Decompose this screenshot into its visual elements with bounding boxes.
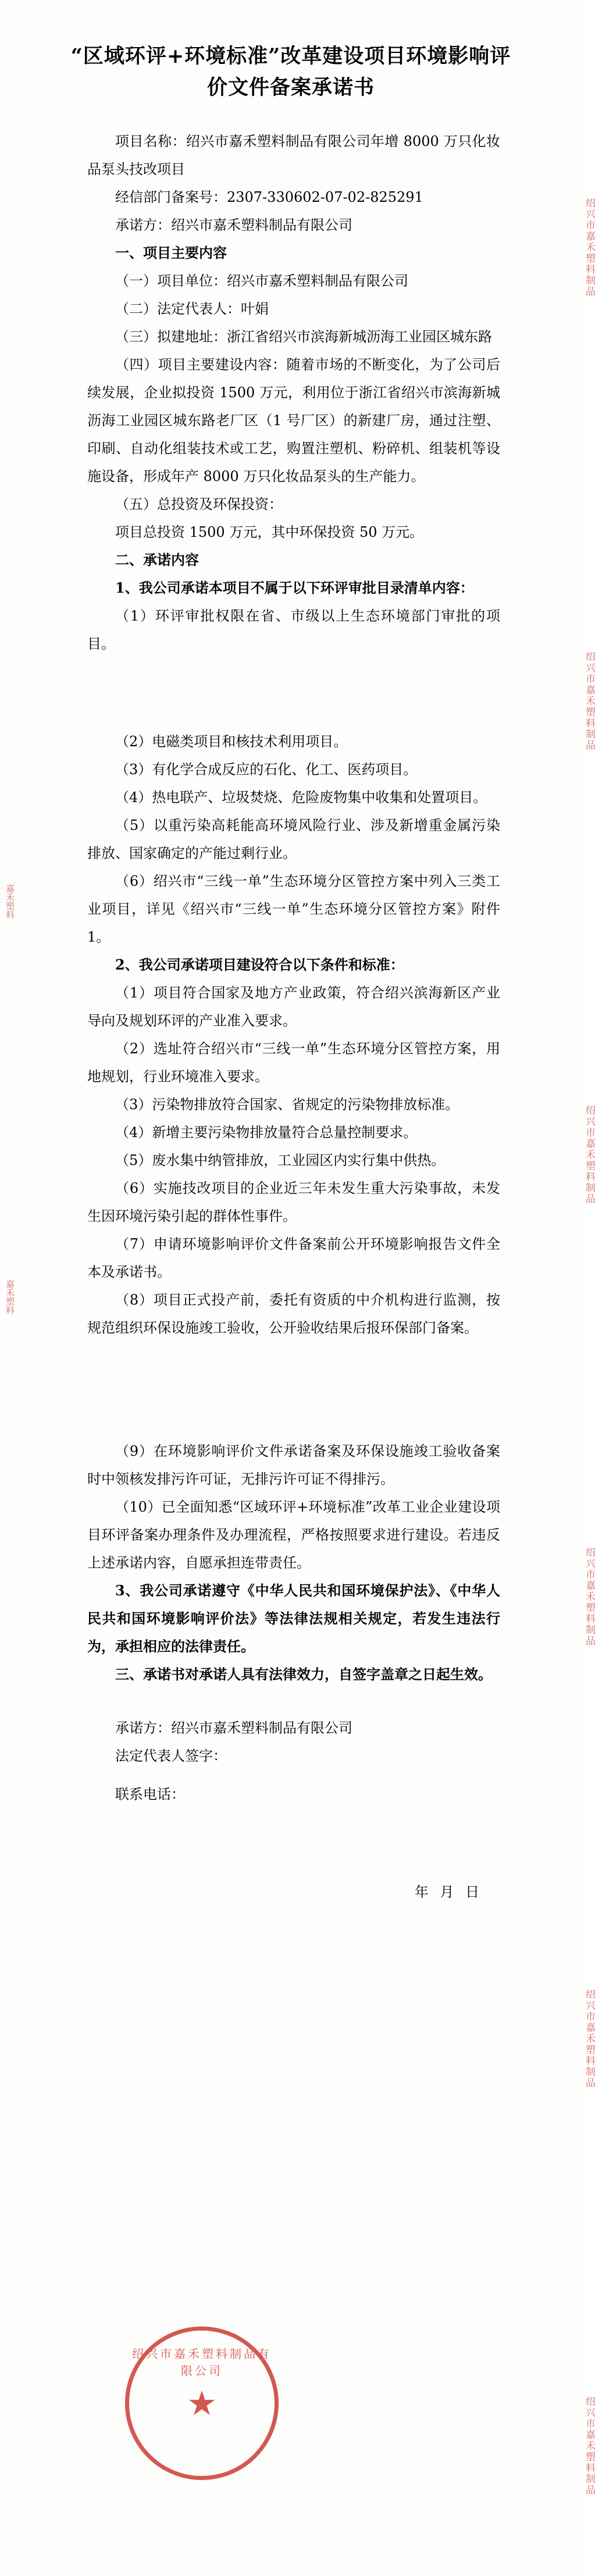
- edge-stamp-3: 绍兴市嘉禾塑料制品: [583, 1105, 595, 1205]
- signature-contact: 联系电话：: [115, 1786, 185, 1802]
- document-body: [47, 127, 535, 1906]
- field-record-number: 经信部门备案号：2307-330602-07-02-825291: [115, 188, 423, 205]
- section-2-sub-2-item-4: （4）新增主要污染物排放量符合总量控制要求。: [115, 1124, 418, 1141]
- section-2-sub-1-item-5: （5）以重污染高耗能高环境风险行业、涉及新增重金属污染排放、国家确定的产能过剩行业。: [87, 817, 500, 861]
- section-2-sub-2-item-2: （2）选址符合绍兴市“三线一单”生态环境分区管控方案，用地规划，行业环境准入要求。: [87, 1040, 500, 1085]
- left-stamp-1: 嘉禾塑料: [5, 884, 15, 919]
- signature-legal-rep: 法定代表人签字：: [115, 1747, 227, 1764]
- contact-gap: [87, 1770, 500, 1780]
- field-project-name: 项目名称：绍兴市嘉禾塑料制品有限公司年增 8000 万只化妆品泵头技改项目: [87, 133, 500, 177]
- left-stamp-2: 嘉禾塑料: [5, 1280, 15, 1314]
- section-1-item-3: （三）拟建地址：浙江省绍兴市滨海新城沥海工业园区城东路: [115, 328, 492, 345]
- section-1-item-1: （一）项目单位：绍兴市嘉禾塑料制品有限公司: [115, 272, 408, 289]
- section-1-item-6: 项目总投资 1500 万元，其中环保投资 50 万元。: [115, 523, 424, 540]
- page-gap-2: [87, 1342, 500, 1412]
- edge-stamp-5: 绍兴市嘉禾塑料制品: [583, 1989, 595, 2089]
- section-3: 三、承诺书对承诺人具有法律效力，自签字盖章之日起生效。: [115, 1665, 492, 1683]
- edge-stamp-1: 绍兴市嘉禾塑料制品: [583, 198, 595, 297]
- section-2-sub-2-item-8: （8）项目正式投产前，委托有资质的中介机构进行监测，按规范组织环保设施竣工验收，公开验收结果后报环保部门备案。: [87, 1291, 500, 1336]
- page-gap-1: [87, 658, 500, 728]
- signature-gap: [87, 1688, 500, 1714]
- section-2-sub-2-item-1: （1）项目符合国家及地方产业政策，符合绍兴滨海新区产业导向及规划环评的产业准入要求。: [87, 984, 500, 1029]
- edge-stamp-6: 绍兴市嘉禾塑料制品: [583, 2396, 595, 2496]
- section-2-sub-2-heading: 2、我公司承诺项目建设符合以下条件和标准：: [115, 956, 404, 973]
- section-2-sub-3: 3、我公司承诺遵守《中华人民共和国环境保护法》、《中华人民共和国环境影响评价法》等法律法规相关规定，若发生违法行为，承担相应的法律责任。: [87, 1581, 500, 1655]
- section-1-item-4: （四）项目主要建设内容：随着市场的不断变化，为了公司后续发展，企业拟投资 1500 万元，利用位于浙江省绍兴市滨海新城沥海工业园区城东路老厂区（1 号厂区）的新建厂房，通过注塑、印刷、自动化组装技术或工艺，购置注塑机、粉碎机、组装机等设施设备，形成年产 8000 万只化妆品泵头的生产能力。: [87, 356, 500, 484]
- section-2-sub-1-item-2: （2）电磁类项目和核技术利用项目。: [115, 733, 348, 750]
- signature-date: 年 月 日: [414, 1883, 483, 1900]
- section-2-sub-2-item-9: （9）在环境影响评价文件承诺备案及环保设施竣工验收备案时中领核发排污许可证，无排污许可证不得排污。: [87, 1442, 500, 1487]
- section-2-sub-1-heading: 1、我公司承诺本项目不属于以下环评审批目录清单内容：: [115, 579, 474, 596]
- section-2-sub-2-item-6: （6）实施技改项目的企业近三年未发生重大污染事故，未发生因环境污染引起的群体性事件。: [87, 1180, 500, 1224]
- seal-top-text: 绍兴市嘉禾塑料制品有限公司: [132, 2347, 272, 2378]
- signature-promisor: 承诺方：绍兴市嘉禾塑料制品有限公司: [115, 1719, 352, 1736]
- section-1-item-2: （二）法定代表人：叶娟: [115, 300, 269, 317]
- section-2-sub-1-item-4: （4）热电联产、垃圾焚烧、危险废物集中收集和处置项目。: [115, 789, 487, 806]
- section-1-item-5: （五）总投资及环保投资：: [115, 496, 283, 512]
- section-1-heading: 一、项目主要内容: [115, 244, 227, 261]
- page-title: “区域环评+环境标准”改革建设项目环境影响评价文件备案承诺书: [70, 44, 511, 100]
- section-2-sub-2-item-7: （7）申请环境影响评价文件备案前公开环境影响报告文件全本及承诺书。: [87, 1235, 500, 1280]
- edge-stamp-4: 绍兴市嘉禾塑料制品: [583, 1547, 595, 1647]
- page-gap-2b: [87, 1412, 500, 1437]
- section-2-sub-2-item-10: （10）已全面知悉“区域环评+环境标准”改革工业企业建设项目环评备案办理条件及办理流程，严格按照要求进行建设。若违反上述承诺内容，自愿承担连带责任。: [87, 1498, 500, 1571]
- section-2-sub-1-item-3: （3）有化学合成反应的石化、化工、医药项目。: [115, 761, 418, 778]
- field-promisor: 承诺方：绍兴市嘉禾塑料制品有限公司: [115, 216, 352, 233]
- seal-star-icon: ★: [187, 2383, 217, 2423]
- section-2-sub-1-item-1: （1）环评审批权限在省、市级以上生态环境部门审批的项目。: [87, 607, 500, 652]
- section-2-heading: 二、承诺内容: [115, 551, 199, 568]
- company-seal: [125, 2326, 279, 2480]
- edge-stamp-2: 绍兴市嘉禾塑料制品: [583, 651, 595, 751]
- seal-area-gap: [87, 1808, 500, 1878]
- section-2-sub-2-item-3: （3）污染物排放符合国家、省规定的污染物排放标准。: [115, 1096, 459, 1113]
- section-2-sub-1-item-6: （6）绍兴市“三线一单”生态环境分区管控方案中列入三类工业项目，详见《绍兴市“三线一单”生态环境分区管控方案》附件 1。: [87, 872, 500, 945]
- section-2-sub-2-item-5: （5）废水集中纳管排放，工业园区内实行集中供热。: [115, 1152, 446, 1168]
